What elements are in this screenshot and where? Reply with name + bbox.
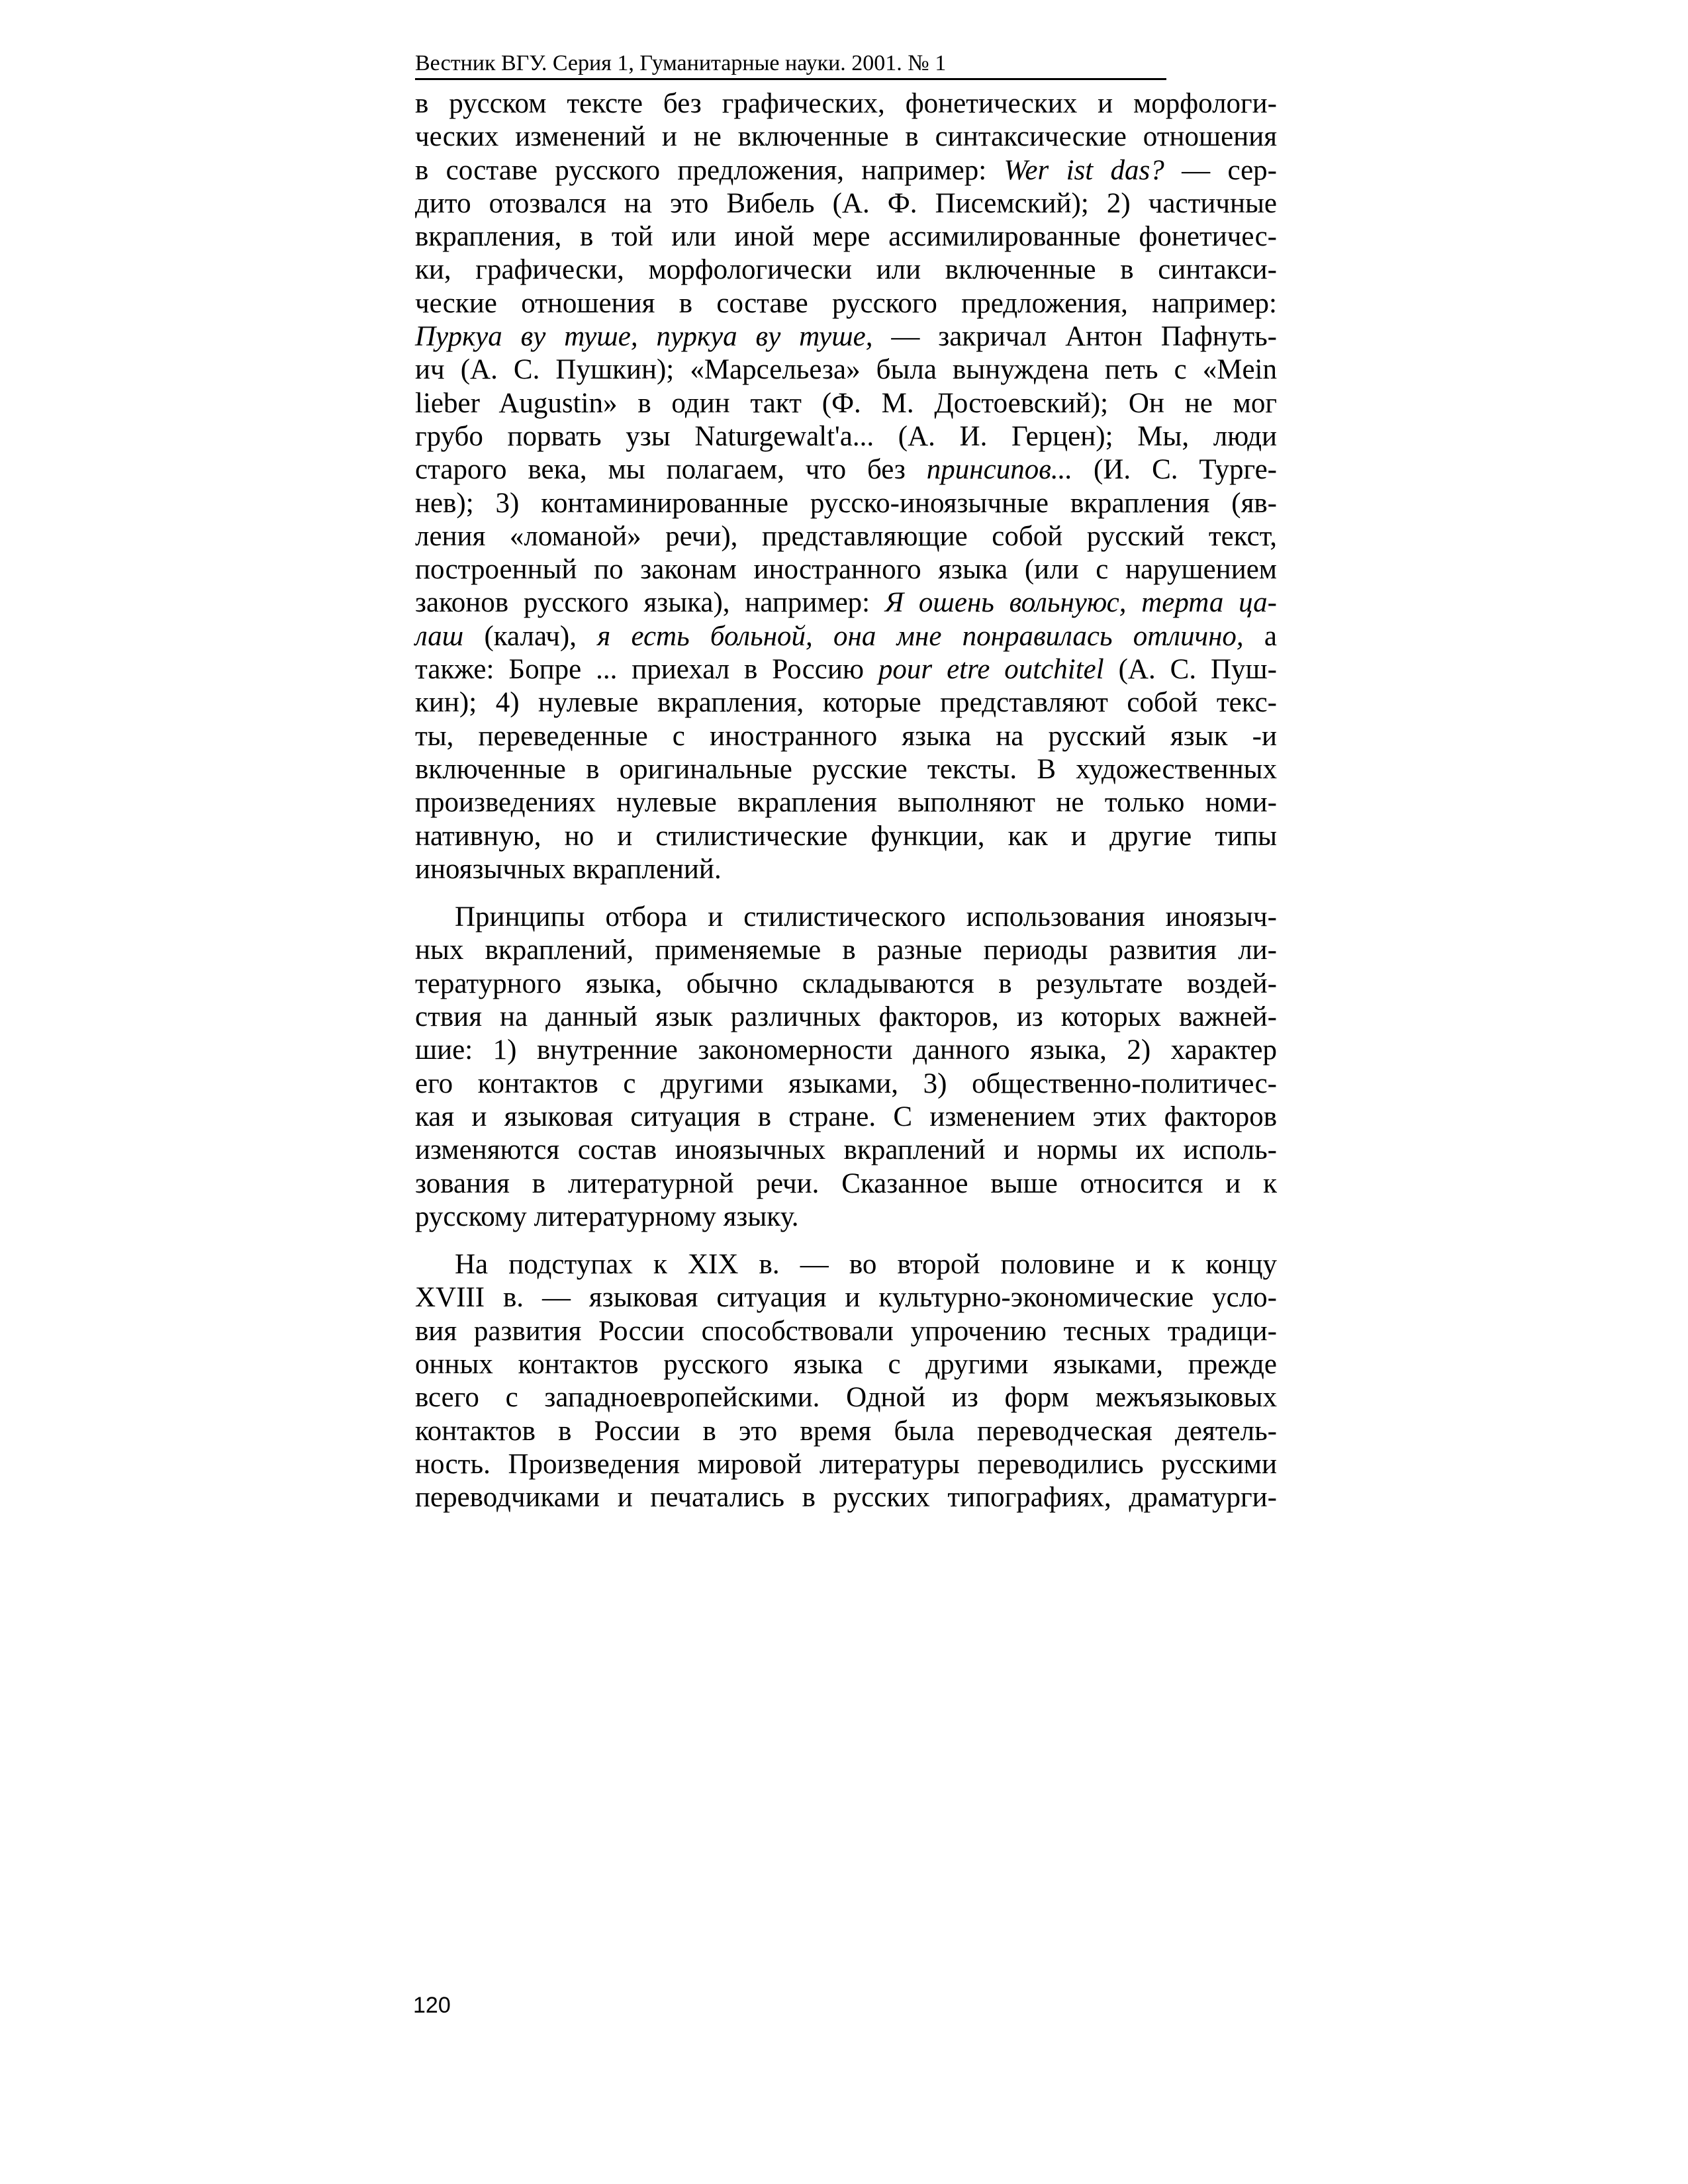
text-fragment: (А. С. Пуш- [1103,654,1277,686]
text-fragment: грубо порвать узы Naturgewalt'a... (А. И. Герцен); Мы, люди [415,420,1277,452]
paragraph [415,1248,1277,1514]
text-fragment: На подступах к XIX в. — во второй половине и к концу [455,1249,1277,1281]
text-line [415,553,1277,586]
text-fragment: иноязычных вкраплений. [415,853,722,885]
text-fragment: тературного языка, обычно складываются в результате воздей- [415,968,1277,999]
text-line [415,968,1277,1001]
text-line [415,1001,1277,1034]
text-fragment: вкрапления, в той или иной мере ассимилированные фонетичес- [415,221,1277,253]
text-line [415,1101,1277,1134]
text-line [415,187,1277,220]
text-line [415,253,1277,287]
text-fragment: в составе русского предложения, например: [415,154,1004,186]
text-fragment: русскому литературному языку. [415,1201,799,1232]
text-fragment: шие: 1) внутренние закономерности данного языка, 2) характер [415,1034,1277,1066]
text-fragment: онных контактов русского языка с другими языками, прежде [415,1348,1277,1380]
text-line [415,320,1277,353]
text-line [415,87,1277,120]
text-fragment: построенный по законам иностранного языка (или с нарушением [415,554,1277,586]
text-line [415,853,1277,886]
paragraph-gap [415,1234,1277,1248]
text-line [415,934,1277,967]
text-line [415,420,1277,453]
text-line [415,1281,1277,1314]
text-line [415,453,1277,486]
text-fragment: ных вкраплений, применяемые в разные периоды развития ли- [415,934,1277,966]
text-line [415,620,1277,653]
text-fragment: ты, переведенные с иностранного языка на русский язык -и [415,720,1277,752]
text-fragment: XVIII в. — языковая ситуация и культурно-экономические усло- [415,1282,1277,1314]
text-line [415,353,1277,387]
text-line [415,786,1277,819]
text-fragment: нев); 3) контаминированные русско-иноязычные вкрапления (яв- [415,487,1277,519]
text-fragment: вия развития России способствовали упрочению тесных традици- [415,1315,1277,1347]
text-line [415,220,1277,253]
text-fragment: ческих изменений и не включенные в синтаксические отношения [415,121,1277,153]
paragraph [415,901,1277,1234]
text-fragment: всего с западноевропейскими. Одной из форм межъязыковых [415,1382,1277,1414]
text-fragment: переводчиками и печатались в русских типографиях, драматурги- [415,1482,1277,1514]
text-fragment: кин); 4) нулевые вкрапления, которые представляют собой текс- [415,687,1277,719]
text-fragment: также: Бопре ... приехал в Россию [415,654,878,686]
italic-fragment: pour etre outchitel [878,654,1104,686]
text-fragment: ления «ломаной» речи), представляющие собой русский текст, [415,520,1277,552]
text-line [415,1315,1277,1348]
text-fragment: lieber Augustin» в один такт (Ф. М. Достоевский); Он не мог [415,387,1277,419]
text-fragment: кая и языковая ситуация в стране. С изменением этих факторов [415,1101,1277,1132]
text-fragment: ки, графически, морфологически или включенные в синтакси- [415,254,1277,286]
text-line [415,387,1277,420]
text-fragment: (И. С. Турге- [1072,454,1277,486]
text-fragment: нативную, но и стилистические функции, как и другие типы [415,820,1277,852]
italic-fragment: Пуркуа ву туше, пуркуа ву туше, [415,321,873,353]
text-line [415,1481,1277,1514]
text-line [415,1348,1277,1381]
text-line [415,753,1277,786]
text-line [415,120,1277,154]
text-line [415,1415,1277,1448]
text-line [415,1134,1277,1167]
text-line [415,1201,1277,1234]
text-line [415,820,1277,853]
text-line [415,1381,1277,1414]
text-line [415,1068,1277,1101]
italic-fragment: лаш [415,620,464,652]
text-line [415,520,1277,553]
text-fragment: зования в литературной речи. Сказанное выше относится и к [415,1167,1277,1199]
paragraph-gap [415,886,1277,901]
italic-fragment: Wer ist das? [1004,154,1164,186]
paragraph [415,87,1277,886]
text-fragment: старого века, мы полагаем, что без [415,454,927,486]
text-fragment: Принципы отбора и стилистического использования иноязыч- [455,901,1277,933]
text-fragment: ческие отношения в составе русского предложения, например: [415,287,1277,319]
text-line [415,586,1277,619]
text-fragment: дито отозвался на это Вибель (А. Ф. Писемский); 2) частичные [415,187,1277,219]
text-fragment: законов русского языка), например: [415,587,885,619]
text-fragment: включенные в оригинальные русские тексты. В художественных [415,753,1277,785]
text-line [415,1167,1277,1201]
text-fragment: а [1243,620,1277,652]
text-line [415,487,1277,520]
text-fragment: — закричал Антон Пафнуть- [872,321,1278,353]
text-fragment: произведениях нулевые вкрапления выполняют не только номи- [415,787,1277,819]
text-line [415,287,1277,320]
text-line [415,1034,1277,1067]
text-line [415,154,1277,187]
text-fragment: его контактов с другими языками, 3) общественно-политичес- [415,1068,1277,1099]
text-fragment: — сер- [1164,154,1277,186]
text-line [415,720,1277,753]
text-fragment: (калач), [463,620,598,652]
text-fragment: в русском тексте без графических, фонетических и морфологи- [415,88,1277,119]
italic-fragment: Я ошень вольнуюс, терта ца- [884,587,1277,619]
text-fragment: изменяются состав иноязычных вкраплений и нормы их исполь- [415,1134,1277,1166]
article-body [415,87,1277,1514]
page-number: 120 [413,1993,451,2018]
text-fragment: ность. Произведения мировой литературы переводились русскими [415,1448,1277,1480]
text-line [415,686,1277,719]
text-line [415,1248,1277,1281]
text-fragment: ствия на данный язык различных факторов, из которых важней- [415,1001,1277,1033]
text-fragment: контактов в России в это время была переводческая деятель- [415,1415,1277,1447]
text-line [415,653,1277,686]
italic-fragment: принсипов... [926,454,1073,486]
text-line [415,901,1277,934]
running-header: Вестник ВГУ. Серия 1, Гуманитарные науки. 2001. № 1 [415,49,1166,80]
text-line [415,1448,1277,1481]
text-fragment: ич (А. С. Пушкин); «Марсельеза» была вынуждена петь с «Mein [415,354,1277,386]
italic-fragment: я есть больной, она мне понравилась отлично, [597,620,1244,652]
